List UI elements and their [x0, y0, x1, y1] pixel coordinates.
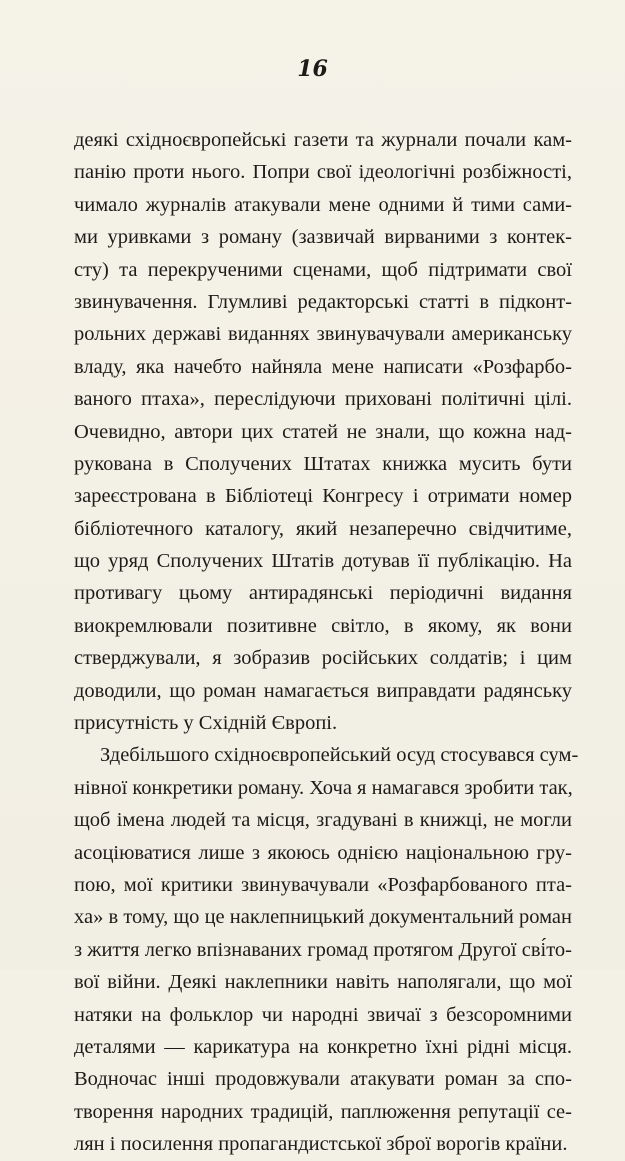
text-line: вої війни. Деякі наклепники навіть наполягали, що мої	[74, 971, 572, 994]
text-line: Очевидно, автори цих статей не знали, що кожна над-	[74, 420, 572, 443]
text-line: сту) та перекрученими сценами, щоб підтримати свої	[74, 258, 572, 281]
text-line: присутність у Східній Європі.	[74, 712, 338, 735]
text-line: що уряд Сполучених Штатів дотував її публікацію. На	[74, 550, 572, 573]
text-line: чимало журналів атакували мене одними й тими сами-	[74, 193, 572, 216]
text-line: доводили, що роман намагається виправдати радянську	[74, 679, 572, 702]
text-line: владу, яка начебто найняла мене написати «Розфарбо-	[74, 355, 572, 378]
text-line: бібліотечного каталогу, який незаперечно свідчитиме,	[74, 517, 572, 540]
text-line: ха» в тому, що це наклепницький документальний роман	[74, 906, 572, 929]
text-line: з життя легко впізнаваних громад протягом Другої сві́то-	[74, 938, 572, 961]
text-line: натяки на фольклор чи народні звичаї з безсоромними	[74, 1003, 572, 1026]
text-line: нівної конкретики роману. Хоча я намагався зробити так,	[74, 776, 573, 799]
text-line: рукована в Сполучених Штатах книжка мусить бути	[74, 452, 572, 475]
page-number: 16	[297, 56, 328, 82]
text-line: творення народних традицій, паплюження репутації се-	[74, 1100, 572, 1123]
text-line: противагу цьому антирадянські періодичні видання	[74, 582, 572, 605]
text-line: ваного птаха», переслідуючи приховані політичні цілі.	[74, 388, 572, 411]
text-line: зареєстрована в Бібліотеці Конгресу і отримати номер	[74, 485, 572, 508]
text-line: Водночас інші продовжували атакувати роман за спо-	[74, 1068, 572, 1091]
paragraph	[74, 124, 572, 739]
text-line: лян і посилення пропагандистської зброї ворогів країни.	[74, 1133, 568, 1156]
text-line: асоціюватися лише з якоюсь однією національною гру-	[74, 841, 572, 864]
text-line: деякі східноєвропейські газети та журнали почали кам-	[74, 129, 572, 151]
text-line: звинувачення. Глумливі редакторські статті в підконт-	[74, 290, 572, 313]
text-line: Здебільшого східноєвропейський осуд стосувався сум-	[100, 744, 579, 767]
text-line: деталями — карикатура на конкретно їхні рідні місця.	[74, 1035, 572, 1058]
text-line: рольних державі виданнях звинувачували американську	[74, 323, 572, 346]
text-line: стверджували, я зобразив російських солдатів; і цим	[74, 647, 572, 670]
text-line: пою, мої критики звинувачували «Розфарбованого пта-	[74, 873, 572, 896]
text-line: панію проти нього. Попри свої ідеологічні розбіжності,	[74, 161, 572, 184]
text-line: щоб імена людей та місця, згадувані в книжці, не могли	[74, 809, 572, 832]
text-line: виокремлювали позитивне світло, в якому, як вони	[74, 614, 572, 637]
text-line: ми уривками з роману (зазвичай вирваними з контек-	[74, 226, 572, 249]
paragraph	[74, 739, 579, 1160]
body-text	[74, 124, 579, 1161]
